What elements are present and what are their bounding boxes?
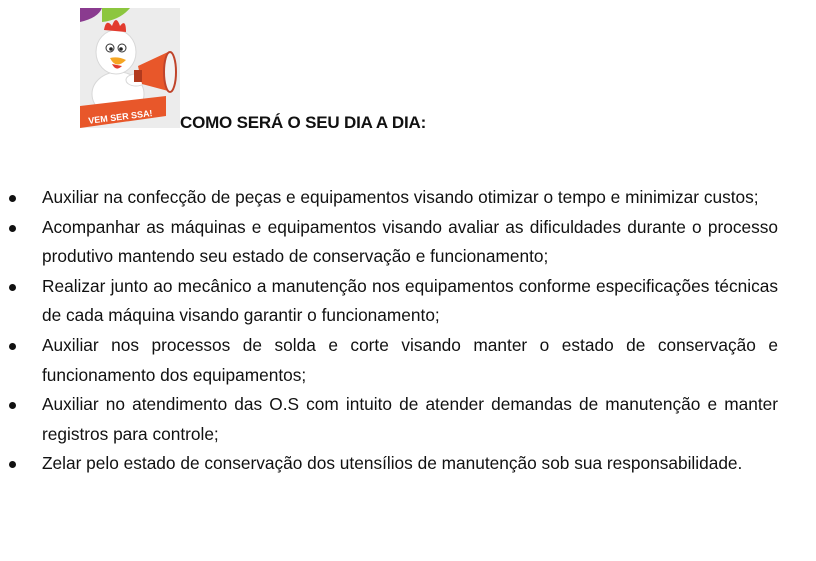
rooster-megaphone-icon (80, 8, 180, 128)
list-item (42, 213, 778, 272)
section-heading: COMO SERÁ O SEU DIA A DIA: (180, 113, 427, 132)
bullet-icon (9, 284, 16, 291)
list-item-text: Auxiliar na confecção de peças e equipamentos visando otimizar o tempo e minimizar custos; (42, 187, 759, 207)
mascot-logo (80, 8, 180, 128)
bullet-icon (9, 402, 16, 409)
list-item-text: Auxiliar nos processos de solda e corte visando manter o estado de conservação e funcionamento dos equipamentos; (42, 334, 778, 385)
bullet-icon (9, 343, 16, 350)
list-item (42, 390, 778, 449)
bullet-icon (9, 195, 16, 202)
bullet-icon (9, 225, 16, 232)
list-item (42, 449, 778, 479)
list-item-text: Acompanhar as máquinas e equipamentos visando avaliar as dificuldades durante o processo produtivo mantendo seu estado de conservação e funcionamento; (42, 216, 778, 267)
list-item (42, 183, 778, 213)
banner-text: VEM SER SSA! (87, 108, 154, 126)
list-item-text: Zelar pelo estado de conservação dos utensílios de manutenção sob sua responsabilidade. (42, 453, 743, 474)
list-item-text: Auxiliar no atendimento das O.S com intuito de atender demandas de manutenção e manter registros para controle; (42, 394, 778, 444)
list-item-text: Realizar junto ao mecânico a manutenção nos equipamentos conforme especificações técnicas de cada máquina visando garantir o funcionamento; (42, 275, 778, 326)
responsibilities-list (0, 183, 816, 479)
list-item (42, 331, 778, 390)
bullet-icon (9, 461, 16, 468)
list-item (42, 272, 778, 331)
